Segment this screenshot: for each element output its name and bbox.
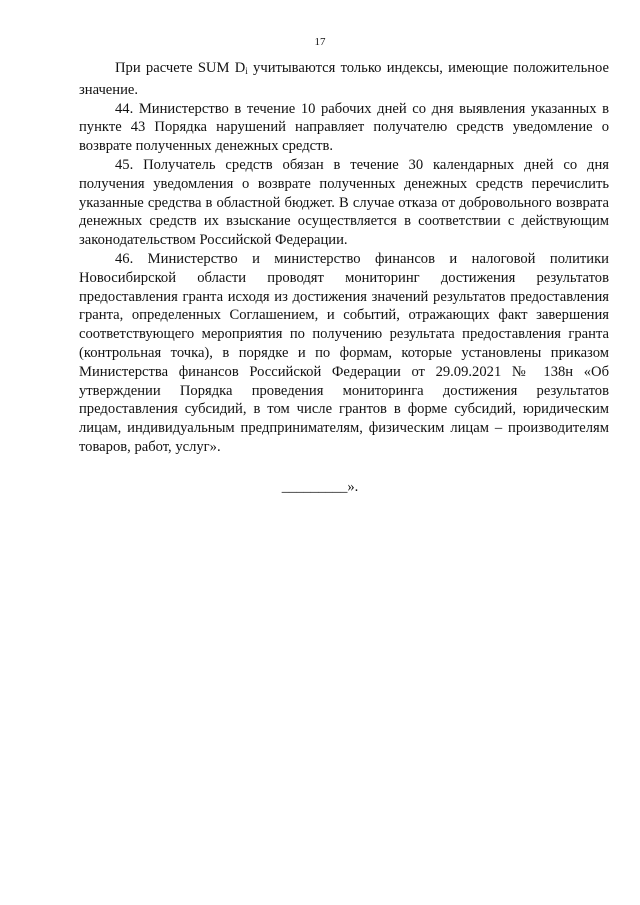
subscript-i: i [245,66,248,76]
paragraph-46: 46. Министерство и министерство финансов и налоговой политики Новосибирской области проводят мониторинг достижения результатов предоставления гранта исходя из достижения значений результатов предоставления гранта, определенных Соглашением, и событий, отражающих факт завершения соответствующего мероприятия по получению результата предоставления гранта (контрольная точка), в порядке и по формам, которые установлены приказом Министерства финансов Российской Федерации от 29.09.2021 № 138н «Об утверждении Порядка проведения мониторинга достижения результатов предоставления субсидий, в том числе грантов в форме субсидий, юридическим лицам, индивидуальным предпринимателям, физическим лицам – производителям товаров, работ, услуг». [79,250,609,455]
paragraph-sum-di-lead: При расчете SUM D [115,60,246,76]
page-number: 17 [314,36,326,48]
end-mark: _________». [281,479,359,495]
paragraph-44: 44. Министерство в течение 10 рабочих дней со дня выявления указанных в пункте 43 Порядка нарушений направляет получателю средств уведомление о возврате полученных денежных средств. [79,100,609,155]
paragraph-sum-di-tail: учитываются только индексы, имеющие положительное значение. [79,60,609,98]
paragraph-sum-di [79,59,609,100]
paragraph-45: 45. Получатель средств обязан в течение 30 календарных дней со дня получения уведомления о возврате полученных денежных средств перечислить указанные средства в областной бюджет. В случае отказа от добровольного возврата денежных средств их взыскание осуществляется в соответствии с действующим законодательством Российской Федерации. [79,156,609,249]
document-body [79,59,609,457]
